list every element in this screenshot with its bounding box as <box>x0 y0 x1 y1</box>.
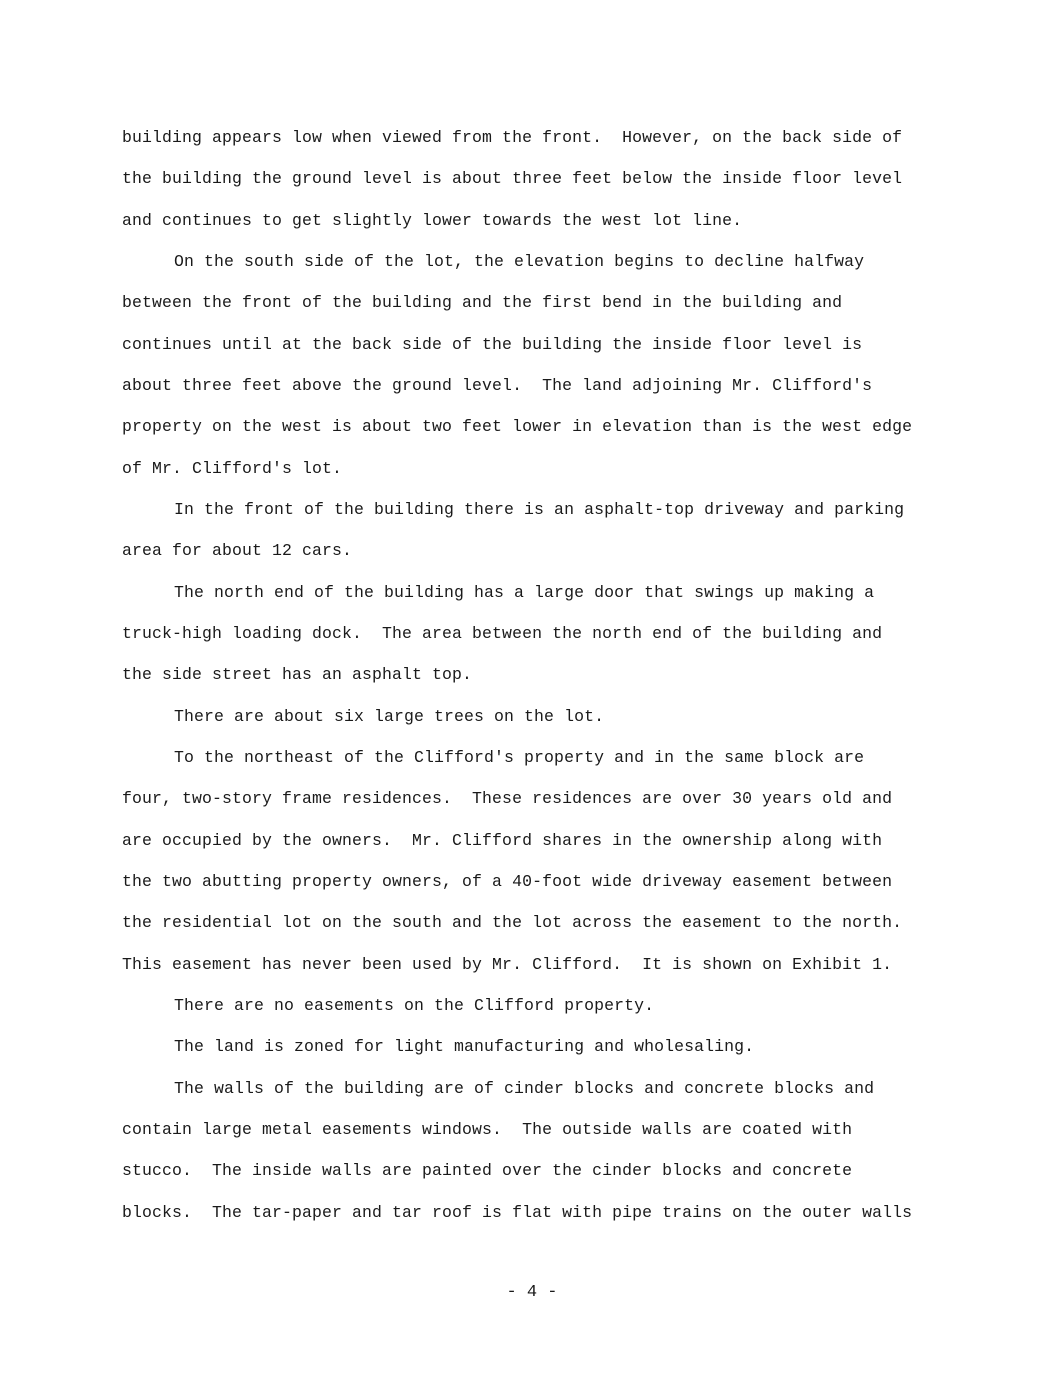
page-number: - 4 - <box>506 1283 558 1302</box>
text-line: are occupied by the owners. Mr. Clifford shares in the ownership along with <box>122 830 883 850</box>
text-line: building appears low when viewed from the front. However, on the back side of <box>122 128 903 147</box>
text-line: between the front of the building and the first bend in the building and <box>122 293 843 313</box>
text-line: the residential lot on the south and the lot across the easement to the north. <box>122 913 903 933</box>
text-line: truck-high loading dock. The area between the north end of the building and <box>122 623 883 643</box>
text-line: the side street has an asphalt top. <box>122 665 473 685</box>
text-line: about three feet above the ground level. The land adjoining Mr. Clifford's <box>122 375 873 395</box>
text-line: The north end of the building has a large door that swings up making a <box>174 582 875 602</box>
text-line: The land is zoned for light manufacturing and wholesaling. <box>174 1037 755 1057</box>
text-line: property on the west is about two feet lower in elevation than is the west edge <box>122 417 913 437</box>
text-line: blocks. The tar-paper and tar roof is flat with pipe trains on the outer walls <box>122 1202 913 1222</box>
text-line: In the front of the building there is an asphalt-top driveway and parking <box>174 499 905 519</box>
text-line: On the south side of the lot, the elevation begins to decline halfway <box>174 251 865 271</box>
text-line: There are no easements on the Clifford property. <box>174 995 655 1015</box>
text-line: continues until at the back side of the building the inside floor level is <box>122 334 863 354</box>
text-line: of Mr. Clifford's lot. <box>122 458 343 478</box>
body-text <box>122 124 962 1240</box>
text-line: and continues to get slightly lower towards the west lot line. <box>122 210 743 230</box>
text-line: To the northeast of the Clifford's property and in the same block are <box>174 747 865 767</box>
text-line: the building the ground level is about three feet below the inside floor level <box>122 169 903 189</box>
text-line: This easement has never been used by Mr. Clifford. It is shown on Exhibit 1. <box>122 954 893 974</box>
text-line: the two abutting property owners, of a 40-foot wide driveway easement between <box>122 871 893 891</box>
text-line: stucco. The inside walls are painted over the cinder blocks and concrete <box>122 1161 853 1181</box>
text-line: The walls of the building are of cinder blocks and concrete blocks and <box>174 1078 875 1098</box>
text-line: There are about six large trees on the lot. <box>174 706 605 726</box>
text-line: contain large metal easements windows. The outside walls are coated with <box>122 1119 853 1139</box>
text-line: four, two-story frame residences. These residences are over 30 years old and <box>122 789 893 809</box>
text-line: area for about 12 cars. <box>122 541 353 561</box>
